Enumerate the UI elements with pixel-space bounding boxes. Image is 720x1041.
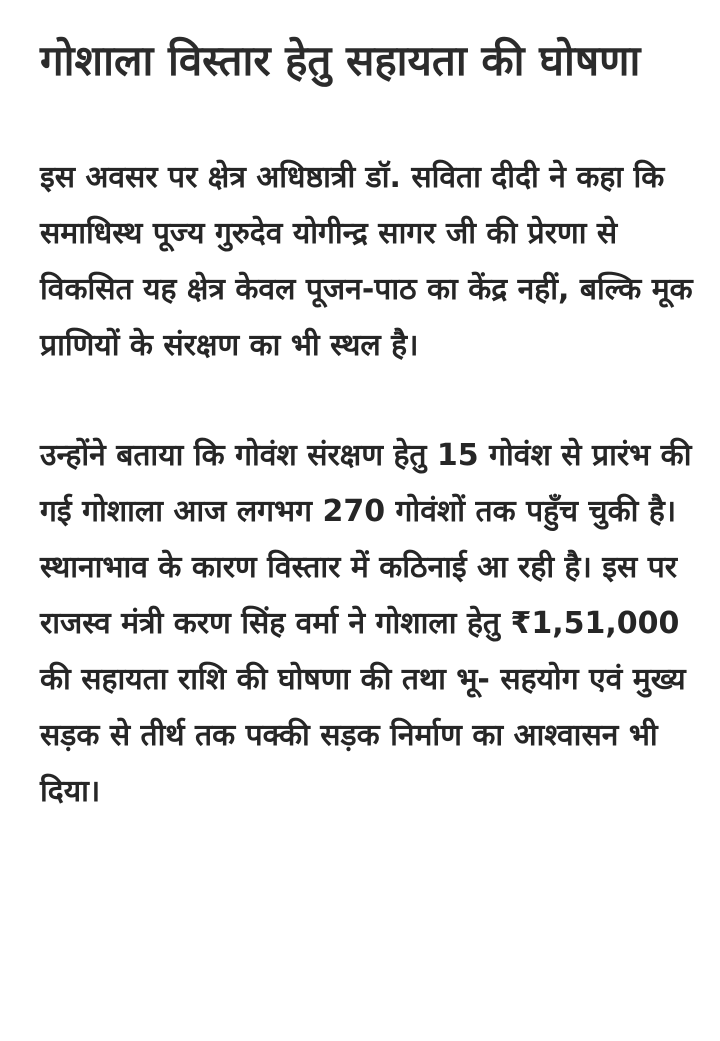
article-headline: गोशाला विस्तार हेतु सहायता की घोषणा — [40, 36, 641, 85]
article — [40, 22, 695, 820]
article-paragraph-2: उन्होंने बताया कि गोवंश संरक्षण हेतु 15 गोवंश से प्रारंभ की गई गोशाला आज लगभग 270 गोवंशों तक पहुँच चुकी है। स्थानाभाव के कारण विस्तार में कठिनाई आ रही है। इस पर राजस्व मंत्री करण सिंह वर्मा ने गोशाला हेतु ₹1,51,000 की सहायता राशि की घोषणा की तथा भू- सहयोग एवं मुख्य सड़क से तीर्थ तक पक्की सड़क निर्माण का आश्वासन भी दिया। — [40, 438, 692, 809]
article-paragraph-1: इस अवसर पर क्षेत्र अधिष्ठात्री डॉ. सविता दीदी ने कहा कि समाधिस्थ पूज्य गुरुदेव योगीन्द्र सागर जी की प्रेरणा से विकसित यह क्षेत्र केवल पूजन-पाठ का केंद्र नहीं, बल्कि मूक प्राणियों के संरक्षण का भी स्थल है। — [40, 160, 693, 363]
